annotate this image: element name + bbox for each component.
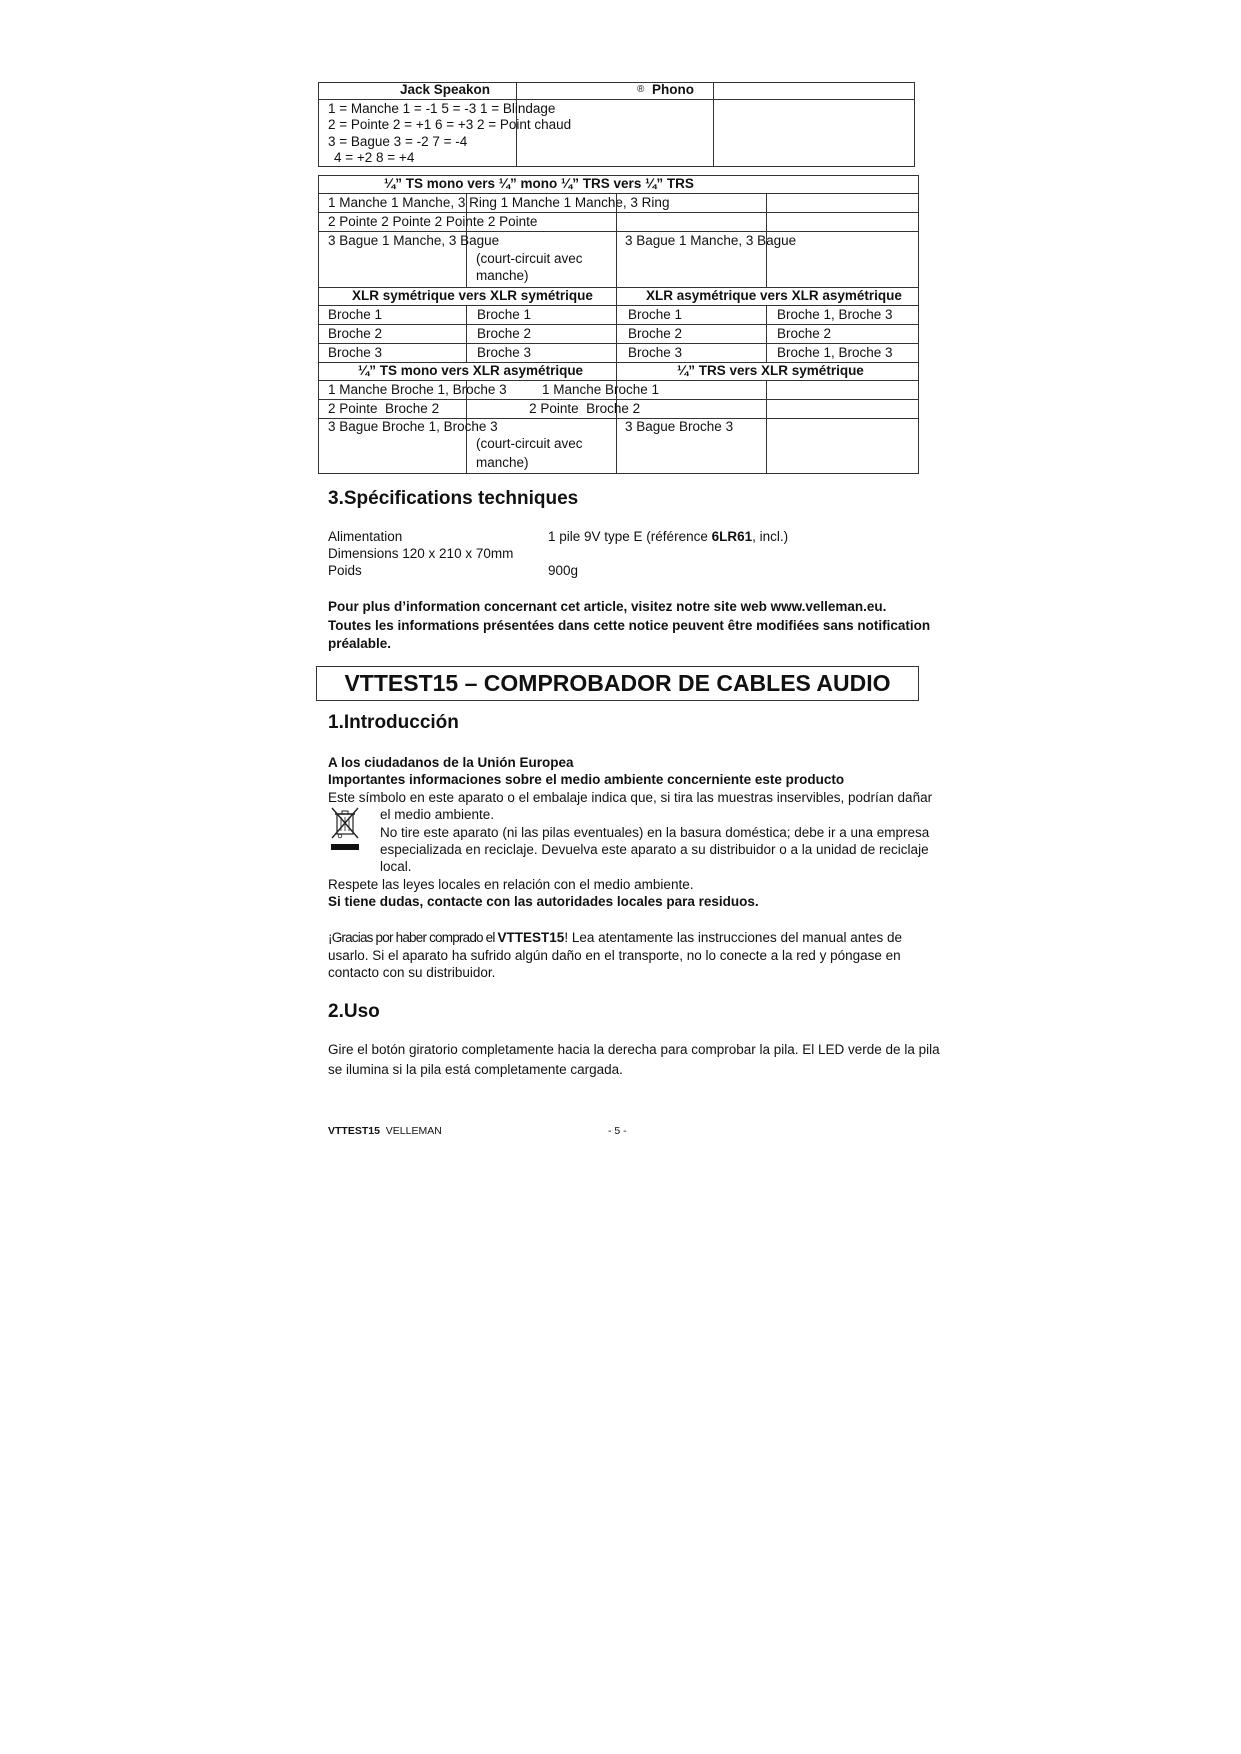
table-cell: Broche 1, Broche 3 <box>777 345 893 360</box>
table-cell: Broche 3 <box>328 345 383 360</box>
weee-bin-icon <box>328 806 362 852</box>
table-cell: Broche 2 <box>628 326 683 341</box>
table-cell: 3 Bague Broche 1, Broche 3 <box>328 419 498 434</box>
table-cell: 1 Manche 1 Manche, 3 Ring 1 Manche 1 Manche, 3 Ring <box>328 195 670 210</box>
table-cell: Broche 1 <box>477 307 532 322</box>
thanks-line <box>328 930 902 946</box>
xlr-header-asym: XLR asymétrique vers XLR asymétrique <box>646 288 902 303</box>
table-divider <box>318 305 919 306</box>
spec-label: Poids <box>328 563 362 578</box>
table-cell: (court-circuit avec <box>476 436 583 451</box>
paragraph-line: el medio ambiente. <box>380 807 495 822</box>
thanks-text: ! Lea atentamente las instrucciones del manual antes de <box>564 930 903 945</box>
paragraph-line: Este símbolo en este aparato o el embalaje indica que, si tira las muestras inservibles, podrían dañar <box>328 790 933 805</box>
paragraph-line: especializada en reciclaje. Devuelva este aparato a su distribuidor o a la unidad de reciclaje <box>380 842 929 857</box>
thanks-text: ¡Gracias por haber comprado el <box>328 930 498 945</box>
table-cell: Broche 1 <box>628 307 683 322</box>
speakon-line: 1 = Manche 1 = -1 5 = -3 1 = Blindage <box>328 101 556 116</box>
spec-value-text: 1 pile 9V type E (référence <box>548 529 712 544</box>
spec-value: 900g <box>548 563 579 578</box>
paragraph-line: local. <box>380 859 412 874</box>
section-title: 2.Uso <box>328 1001 380 1022</box>
table-divider <box>616 287 617 474</box>
paragraph-line: se ilumina si la pila está completamente cargada. <box>328 1062 623 1077</box>
phono-symbol: ® <box>637 84 645 95</box>
model-name: VTTEST15 <box>497 930 565 945</box>
table-cell: Broche 1 <box>328 307 383 322</box>
table-divider <box>318 343 919 344</box>
table-cell: Broche 3 <box>628 345 683 360</box>
trs-xlr-header: ¼” TRS vers XLR symétrique <box>677 363 864 378</box>
footer <box>328 1123 442 1139</box>
spec-dimensions: Dimensions 120 x 210 x 70mm <box>328 546 514 561</box>
ts-xlr-header: ¼” TS mono vers XLR asymétrique <box>358 363 584 378</box>
table-divider <box>318 231 919 232</box>
table-divider <box>466 305 467 362</box>
section-title: 1.Introducción <box>328 712 459 733</box>
note: préalable. <box>328 636 392 651</box>
table-cell: Broche 2 <box>328 326 383 341</box>
table-divider <box>318 399 919 400</box>
table-divider <box>318 193 919 194</box>
table-cell: Broche 1, Broche 3 <box>777 307 893 322</box>
eu-heading: Importantes informaciones sobre el medio ambiente concerniente este producto <box>328 772 845 787</box>
table-cell: 1 Manche Broche 1 <box>542 382 660 397</box>
table-cell: 3 Bague Broche 3 <box>625 419 734 434</box>
spec-label: Alimentation <box>328 529 403 544</box>
table-cell: manche) <box>476 268 529 283</box>
table-cell: 1 Manche Broche 1, Broche 3 <box>328 382 507 397</box>
footer-brand: VELLEMAN <box>385 1125 442 1137</box>
note: Pour plus d’information concernant cet article, visitez notre site web www.velleman.eu. <box>328 599 887 614</box>
paragraph-line: Respete las leyes locales en relación con el medio ambiente. <box>328 877 694 892</box>
speakon-line: 4 = +2 8 = +4 <box>334 150 415 165</box>
note: Toutes les informations présentées dans cette notice peuvent être modifiées sans notification <box>328 618 931 633</box>
table-cell: manche) <box>476 455 529 470</box>
table-divider <box>318 99 915 100</box>
speakon-line: 3 = Bague 3 = -2 7 = -4 <box>328 134 468 149</box>
page-title: VTTEST15 – COMPROBADOR DE CABLES AUDIO <box>316 666 919 701</box>
table-cell: (court-circuit avec <box>476 251 583 266</box>
footer-model: VTTEST15 <box>328 1125 380 1137</box>
table-divider <box>766 305 767 362</box>
phono-header: Phono <box>652 82 694 97</box>
speakon-line: 2 = Pointe 2 = +1 6 = +3 2 = Point chaud <box>328 117 572 132</box>
section-title: 3.Spécifications techniques <box>328 488 579 509</box>
table-divider <box>318 212 919 213</box>
eu-heading: A los ciudadanos de la Unión Europea <box>328 755 574 770</box>
spec-value-text: , incl.) <box>752 529 789 544</box>
table-cell: 3 Bague 1 Manche, 3 Bague <box>625 233 797 248</box>
table-divider <box>318 380 919 381</box>
paragraph-line: No tire este aparato (ni las pilas eventuales) en la basura doméstica; debe ir a una empresa <box>380 825 930 840</box>
table-cell: Broche 2 <box>477 326 532 341</box>
speakon-header: Jack Speakon <box>400 82 491 97</box>
table-divider <box>318 324 919 325</box>
paragraph-line: contacto con su distribuidor. <box>328 965 496 980</box>
xlr-header-sym: XLR symétrique vers XLR symétrique <box>352 288 593 303</box>
cable-table-header: ¼” TS mono vers ¼” mono ¼” TRS vers ¼” TRS <box>384 176 694 191</box>
table-cell: Broche 3 <box>477 345 532 360</box>
table-divider <box>713 82 714 167</box>
table-cell: 3 Bague 1 Manche, 3 Bague <box>328 233 500 248</box>
paragraph-line: Si tiene dudas, contacte con las autoridades locales para residuos. <box>328 894 759 909</box>
table-cell: Broche 2 <box>777 326 832 341</box>
paragraph-line: usarlo. Si el aparato ha sufrido algún daño en el transporte, no lo conecte a la red y póngase en <box>328 948 901 963</box>
paragraph-line: Gire el botón giratorio completamente hacia la derecha para comprobar la pila. El LED verde de la pila <box>328 1042 940 1057</box>
table-divider <box>766 380 767 474</box>
battery-ref: 6LR61 <box>711 529 753 544</box>
table-cell: 2 Pointe 2 Pointe 2 Pointe 2 Pointe <box>328 214 538 229</box>
spec-value <box>548 529 788 545</box>
table-cell: 2 Pointe Broche 2 2 Pointe Broche 2 <box>328 401 641 416</box>
page-number: - 5 - <box>608 1125 627 1137</box>
